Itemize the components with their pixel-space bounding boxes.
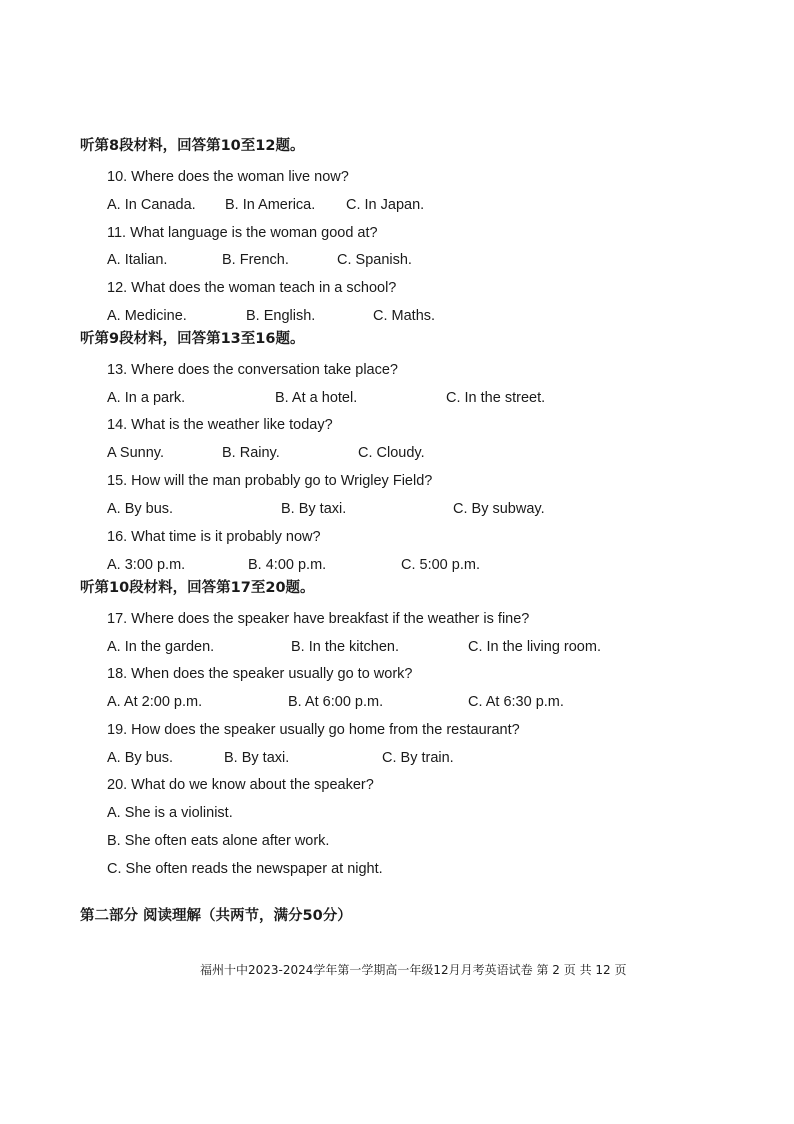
question-14: 14. What is the weather like today? — [107, 417, 333, 433]
question-13: 13. Where does the conversation take place? — [107, 362, 398, 378]
q10-option-b: B. In America. — [225, 197, 316, 213]
question-16: 16. What time is it probably now? — [107, 529, 321, 545]
q16-option-a: A. 3:00 p.m. — [107, 557, 186, 573]
section-heading-10: 听第10段材料，回答第17至20题。 — [80, 580, 315, 596]
question-12: 12. What does the woman teach in a school? — [107, 280, 397, 296]
q19-option-c: C. By train. — [382, 750, 454, 766]
q16-option-c: C. 5:00 p.m. — [401, 557, 480, 573]
q18-option-c: C. At 6:30 p.m. — [468, 694, 564, 710]
q11-option-a: A. Italian. — [107, 252, 168, 268]
section-heading-9: 听第9段材料，回答第13至16题。 — [80, 331, 305, 347]
q19-option-a: A. By bus. — [107, 750, 174, 766]
q17-option-c: C. In the living room. — [468, 639, 601, 655]
q11-option-b: B. French. — [222, 252, 289, 268]
question-20: 20. What do we know about the speaker? — [107, 777, 374, 793]
q10-option-c: C. In Japan. — [346, 197, 425, 213]
question-15: 15. How will the man probably go to Wrigley Field? — [107, 473, 433, 489]
question-11: 11. What language is the woman good at? — [107, 225, 378, 241]
q20-option-c: C. She often reads the newspaper at night. — [107, 861, 383, 877]
q13-option-b: B. At a hotel. — [275, 390, 358, 406]
question-10: 10. Where does the woman live now? — [107, 169, 349, 185]
q15-option-c: C. By subway. — [453, 501, 545, 517]
section-heading-8: 听第8段材料，回答第10至12题。 — [80, 138, 305, 154]
q20-option-b: B. She often eats alone after work. — [107, 833, 330, 849]
q10-option-a: A. In Canada. — [107, 197, 196, 213]
q13-option-c: C. In the street. — [446, 390, 546, 406]
q11-option-c: C. Spanish. — [337, 252, 412, 268]
q12-option-b: B. English. — [246, 308, 316, 324]
question-18: 18. When does the speaker usually go to work? — [107, 666, 413, 682]
part-two-heading: 第二部分 阅读理解（共两节，满分50分） — [80, 908, 352, 924]
q14-option-b: B. Rainy. — [222, 445, 280, 461]
q17-option-a: A. In the garden. — [107, 639, 215, 655]
page-footer: 福州十中2023-2024学年第一学期高一年级12月月考英语试卷 第 2 页 共 12 页 — [200, 963, 627, 977]
q20-option-a: A. She is a violinist. — [107, 805, 233, 821]
q12-option-a: A. Medicine. — [107, 308, 187, 324]
question-19: 19. How does the speaker usually go home from the restaurant? — [107, 722, 520, 738]
q18-option-b: B. At 6:00 p.m. — [288, 694, 384, 710]
q17-option-b: B. In the kitchen. — [291, 639, 400, 655]
q16-option-b: B. 4:00 p.m. — [248, 557, 327, 573]
q15-option-a: A. By bus. — [107, 501, 174, 517]
q18-option-a: A. At 2:00 p.m. — [107, 694, 203, 710]
q12-option-c: C. Maths. — [373, 308, 436, 324]
q14-option-a: A Sunny. — [107, 445, 164, 461]
q13-option-a: A. In a park. — [107, 390, 186, 406]
q15-option-b: B. By taxi. — [281, 501, 347, 517]
q19-option-b: B. By taxi. — [224, 750, 290, 766]
question-17: 17. Where does the speaker have breakfast if the weather is fine? — [107, 611, 530, 627]
q14-option-c: C. Cloudy. — [358, 445, 425, 461]
